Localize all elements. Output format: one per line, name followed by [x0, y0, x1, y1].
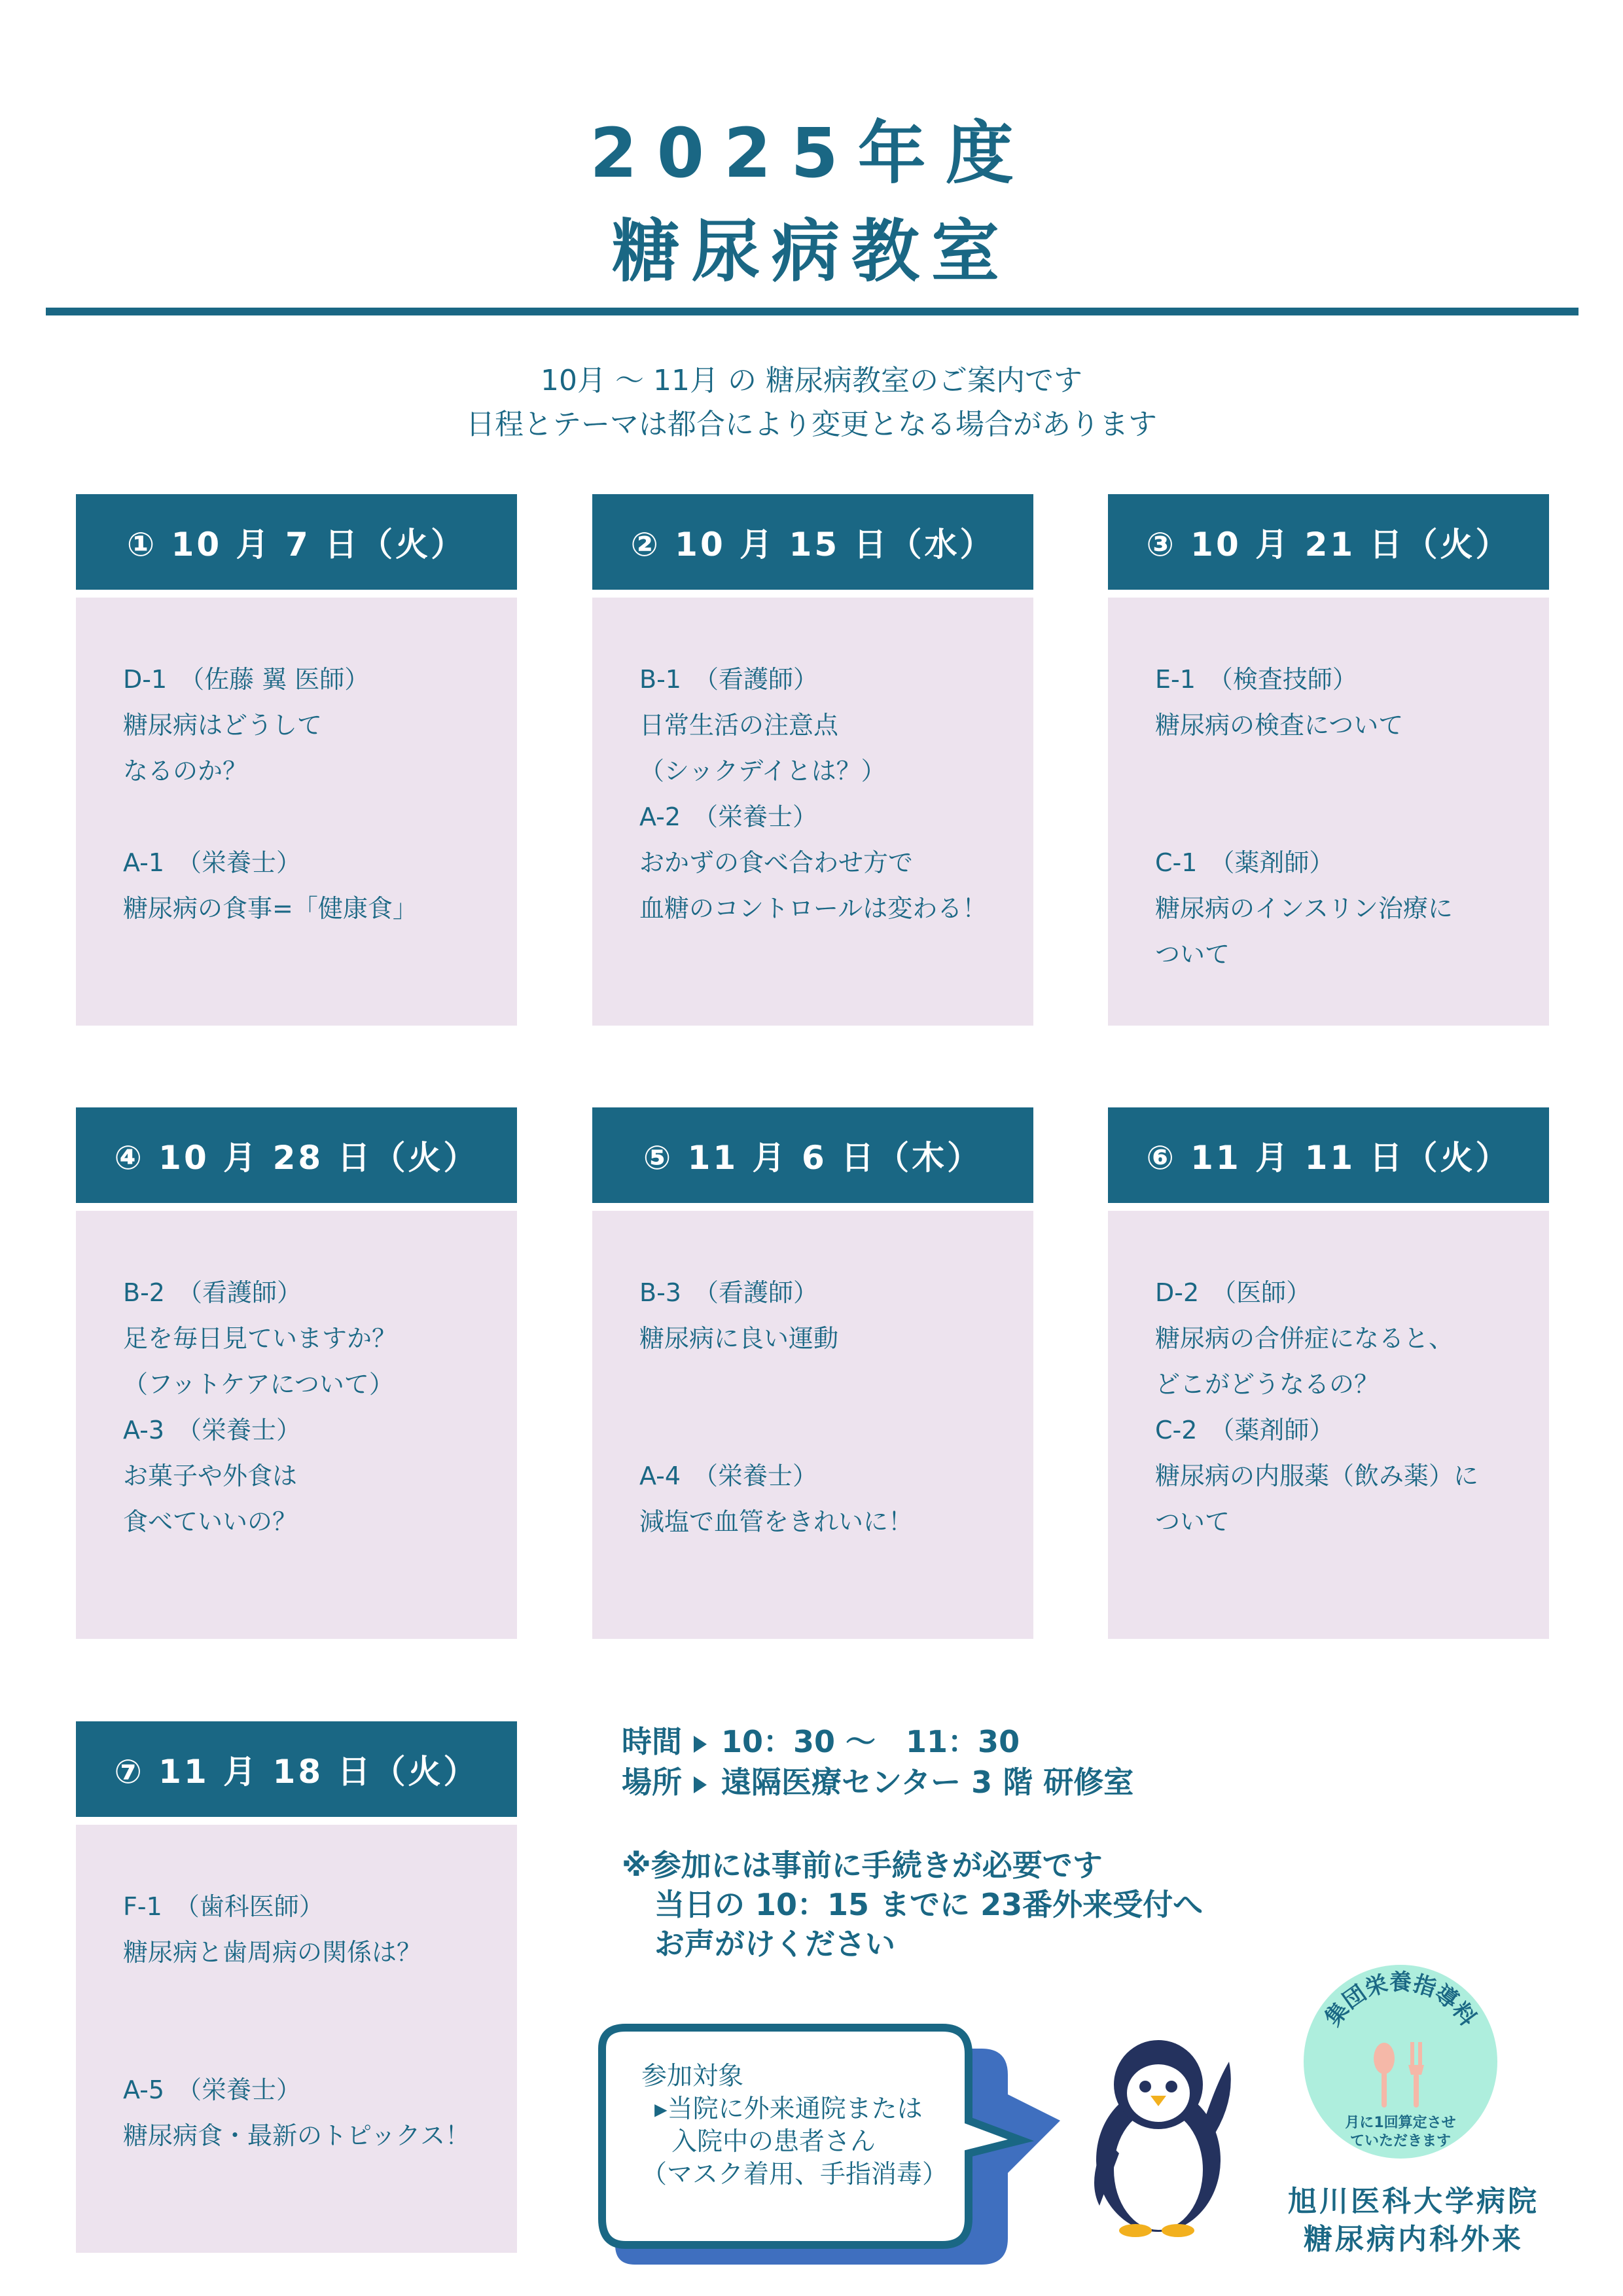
bubble-line-4: （マスク着用、手指消毒）: [641, 2160, 948, 2189]
session-topic: おかずの食べ合わせ方で 血糖のコントロールは変わる！: [639, 848, 988, 923]
notice-line-2: 当日の 10：15 までに 23番外来受付へ: [654, 1887, 1204, 1922]
badge-title: 集団栄養指導料: [1319, 1969, 1482, 2032]
time-value: 10：30 ～ 11：30: [721, 1724, 1020, 1759]
session-code: C-1 （薬剤師）: [1155, 848, 1334, 877]
notice-line-3: お声がけください: [654, 1926, 895, 1962]
penguin-icon: [1080, 2022, 1250, 2238]
session-card-7: [76, 1721, 517, 2253]
session-topic: 減塩で血管をきれいに！: [639, 1507, 914, 1536]
notice-line-1: ※参加には事前に手続きが必要です: [622, 1848, 1103, 1883]
time-row: [622, 1721, 1133, 1762]
eligibility-text: [641, 2060, 948, 2191]
hospital-name: [1257, 2183, 1571, 2259]
bubble-line-2: ▸当院に外来通院または: [654, 2094, 923, 2124]
session-body: [1108, 1211, 1549, 1639]
session-body: [76, 1825, 517, 2253]
session-date: ④ 10 月 28 日（火）: [76, 1107, 517, 1203]
session-code: D-2 （医師）: [1155, 1278, 1311, 1307]
session-topic: 糖尿病のインスリン治療に ついて: [1155, 894, 1453, 969]
session-topic: 糖尿病に良い運動: [639, 1324, 839, 1353]
page-title-year: 2025年度: [590, 113, 1033, 193]
hospital-line-1: 旭川医科大学病院: [1288, 2185, 1539, 2218]
title-divider: [46, 308, 1578, 315]
session-body: [592, 598, 1033, 1026]
session-topic: 糖尿病の内服薬（飲み薬）に ついて: [1155, 1462, 1479, 1536]
session-date: ⑦ 11 月 18 日（火）: [76, 1721, 517, 1817]
session-code: A-5 （栄養士）: [123, 2075, 302, 2104]
session-code: B-3 （看護師）: [639, 1278, 818, 1307]
place-row: [622, 1762, 1133, 1803]
time-place-info: [622, 1721, 1133, 1803]
session-topic: 糖尿病の検査について: [1155, 711, 1404, 740]
session-card-3: [1108, 494, 1549, 1026]
session-body: [76, 1211, 517, 1639]
registration-notice: [622, 1846, 1203, 1964]
session-card-5: [592, 1107, 1033, 1639]
time-label: 時間: [622, 1724, 682, 1759]
session-card-4: [76, 1107, 517, 1639]
session-code: B-2 （看護師）: [123, 1278, 302, 1307]
badge-sub-1: 月に1回算定させ: [1345, 2115, 1456, 2131]
session-date: ⑤ 11 月 6 日（木）: [592, 1107, 1033, 1203]
session-topic: 日常生活の注意点 （シックデイとは？）: [639, 711, 886, 785]
intro-line-2: 日程とテーマは都合により変更となる場合があります: [466, 408, 1157, 441]
bubble-line-1: 参加対象: [641, 2062, 744, 2091]
session-code: A-2 （栄養士）: [639, 802, 818, 831]
session-date: ② 10 月 15 日（水）: [592, 494, 1033, 590]
session-code: E-1 （検査技師）: [1155, 665, 1357, 694]
session-card-6: [1108, 1107, 1549, 1639]
nutrition-guidance-badge: [1302, 1964, 1499, 2160]
session-topic: 糖尿病はどうして なるのか？: [123, 711, 323, 785]
triangle-right-icon: [694, 1776, 707, 1793]
session-date: ① 10 月 7 日（火）: [76, 494, 517, 590]
hospital-line-2: 糖尿病内科外来: [1304, 2223, 1524, 2256]
bubble-line-3: 入院中の患者さん: [671, 2127, 876, 2157]
session-topic: 糖尿病食・最新のトピックス！: [123, 2121, 471, 2150]
intro-line-1: 10月 ～ 11月 の 糖尿病教室のご案内です: [541, 364, 1082, 397]
session-card-2: [592, 494, 1033, 1026]
session-code: A-4 （栄養士）: [639, 1462, 818, 1490]
session-body: [592, 1211, 1033, 1639]
session-code: A-3 （栄養士）: [123, 1416, 302, 1444]
session-code: A-1 （栄養士）: [123, 848, 302, 877]
session-body: [76, 598, 517, 1026]
session-code: B-1 （看護師）: [639, 665, 818, 694]
badge-sub-2: ていただきます: [1349, 2133, 1452, 2149]
session-date: ⑥ 11 月 11 日（火）: [1108, 1107, 1549, 1203]
place-value: 遠隔医療センター 3 階 研修室: [721, 1765, 1134, 1800]
session-topic: 糖尿病の食事=「健康食」: [123, 894, 418, 923]
session-code: F-1 （歯科医師）: [123, 1892, 324, 1921]
session-card-1: [76, 494, 517, 1026]
place-label: 場所: [622, 1765, 682, 1800]
triangle-right-icon: [694, 1736, 707, 1753]
session-body: [1108, 598, 1549, 1026]
session-topic: 糖尿病と歯周病の関係は？: [123, 1938, 422, 1967]
session-code: C-2 （薬剤師）: [1155, 1416, 1334, 1444]
session-topic: 足を毎日見ていますか？ （フットケアについて）: [123, 1324, 397, 1399]
page-title: 糖尿病教室: [611, 211, 1011, 291]
session-topic: 糖尿病の合併症になると、 どこがどうなるの？: [1155, 1324, 1454, 1399]
session-topic: お菓子や外食は 食べていいの？: [123, 1462, 298, 1536]
session-date: ③ 10 月 21 日（火）: [1108, 494, 1549, 590]
session-code: D-1 （佐藤 翼 医師）: [123, 665, 370, 694]
